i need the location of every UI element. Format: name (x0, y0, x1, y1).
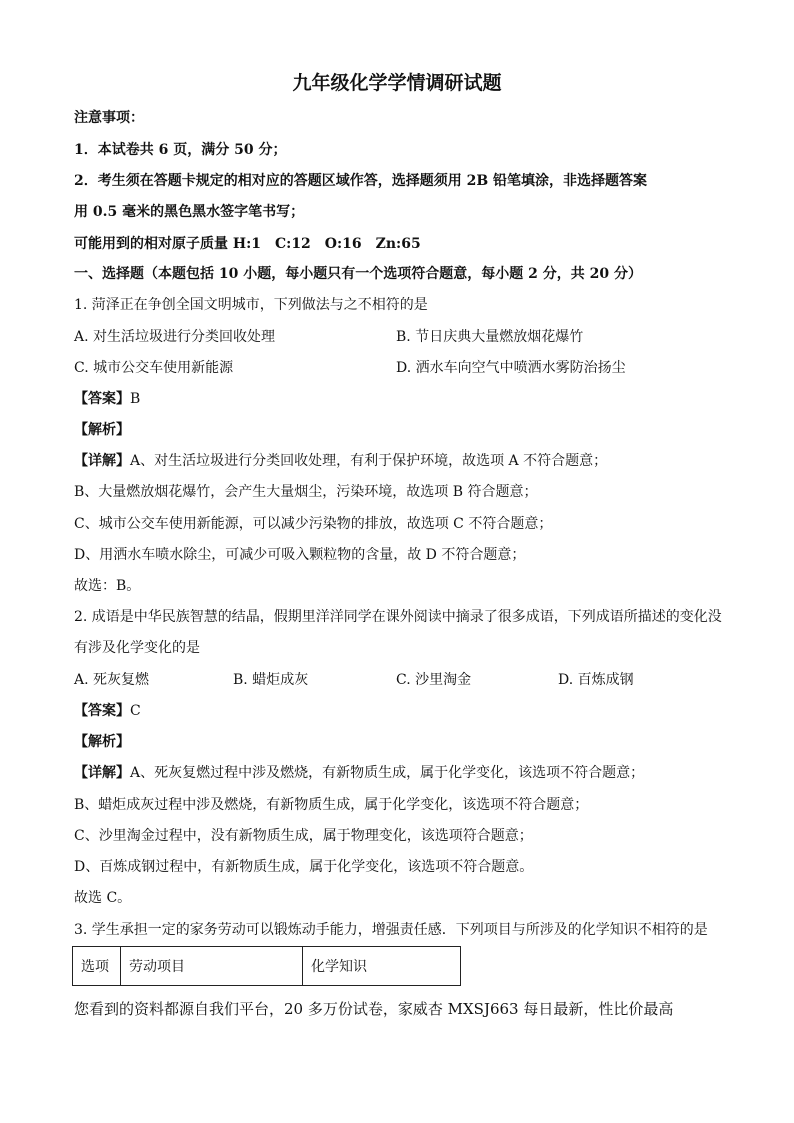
q2-stem-line-2: 有涉及化学变化的是 (74, 640, 200, 656)
q2-option-d: D. 百炼成钢 (558, 672, 634, 688)
q2-conclusion: 故选 C。 (74, 890, 132, 906)
q2-analysis-tag: 【解析】 (74, 734, 130, 750)
table-header-row (73, 947, 461, 986)
notice-item-2-line-2: 用 0.5 毫米的黑色黑水签字笔书写； (74, 204, 305, 220)
q2-detail-4: D、百炼成钢过程中，有新物质生成，属于化学变化，该选项不符合题意。 (74, 859, 534, 875)
table-header-cell: 劳动项目 (121, 947, 303, 986)
footer-note: 您看到的资料都源自我们平台，20 多万份试卷，家威杏 MXSJ663 每日最新，性比价最高 (74, 1000, 674, 1018)
q2-option-a: A. 死灰复燃 (74, 672, 150, 688)
q1-detail-3: C、城市公交车使用新能源，可以减少污染物的排放，故选项 C 不符合题意； (74, 516, 553, 532)
page-title: 九年级化学学情调研试题 (292, 72, 502, 94)
q2-detail-1 (74, 763, 644, 783)
q1-option-c: C. 城市公交车使用新能源 (74, 360, 234, 376)
q3-stem: 3. 学生承担一定的家务劳动可以锻炼动手能力，增强责任感．下列项目与所涉及的化学知识不相符的是 (74, 922, 708, 938)
answer-tag: 【答案】 (74, 703, 130, 719)
detail-text: A、死灰复燃过程中涉及燃烧，有新物质生成，属于化学变化，该选项不符合题意； (130, 765, 645, 781)
q2-stem-line-1: 2. 成语是中华民族智慧的结晶，假期里洋洋同学在课外阅读中摘录了很多成语，下列成语所描述的变化没 (74, 609, 722, 625)
detail-text: A、对生活垃圾进行分类回收处理，有利于保护环境，故选项 A 不符合题意； (130, 453, 608, 469)
q1-detail-1 (74, 451, 607, 471)
atomic-mass-line: 可能用到的相对原子质量 H:1 C:12 O:16 Zn:65 (74, 236, 421, 252)
q1-option-d: D. 洒水车向空气中喷洒水雾防治扬尘 (396, 360, 626, 376)
q1-stem: 1. 菏泽正在争创全国文明城市，下列做法与之不相符的是 (74, 297, 428, 313)
q1-analysis-tag: 【解析】 (74, 422, 130, 438)
q1-option-a: A. 对生活垃圾进行分类回收处理 (74, 329, 276, 345)
q2-answer (74, 701, 141, 721)
q1-option-b: B. 节日庆典大量燃放烟花爆竹 (396, 329, 584, 345)
notice-item-1: 1．本试卷共 6 页，满分 50 分； (74, 142, 287, 158)
q1-detail-2: B、大量燃放烟花爆竹，会产生大量烟尘，污染环境，故选项 B 符合题意； (74, 484, 538, 500)
q1-detail-4: D、用洒水车喷水除尘，可减少可吸入颗粒物的含量，故 D 不符合题意； (74, 547, 526, 563)
q1-conclusion: 故选：B。 (74, 578, 141, 594)
q1-answer (74, 389, 140, 409)
q2-detail-3: C、沙里淘金过程中，没有新物质生成，属于物理变化，该选项符合题意； (74, 828, 533, 844)
detail-tag: 【详解】 (74, 453, 130, 469)
notice-heading: 注意事项： (74, 110, 144, 126)
q2-option-b: B. 蜡炬成灰 (233, 672, 309, 688)
q3-table (72, 946, 461, 986)
q2-option-c: C. 沙里淘金 (396, 672, 472, 688)
answer-value: C (130, 703, 141, 719)
answer-tag: 【答案】 (74, 391, 130, 407)
notice-item-2-line-1: 2．考生须在答题卡规定的相对应的答题区域作答，选择题须用 2B 铅笔填涂，非选择题答案 (74, 173, 648, 189)
q2-detail-2: B、蜡炬成灰过程中涉及燃烧，有新物质生成，属于化学变化，该选项不符合题意； (74, 797, 589, 813)
section-1-heading: 一、选择题（本题包括 10 小题，每小题只有一个选项符合题意，每小题 2 分，共 20 分） (74, 266, 642, 282)
detail-tag: 【详解】 (74, 765, 130, 781)
answer-value: B (130, 391, 141, 407)
table-header-cell: 化学知识 (303, 947, 461, 986)
table-header-cell: 选项 (73, 947, 121, 986)
